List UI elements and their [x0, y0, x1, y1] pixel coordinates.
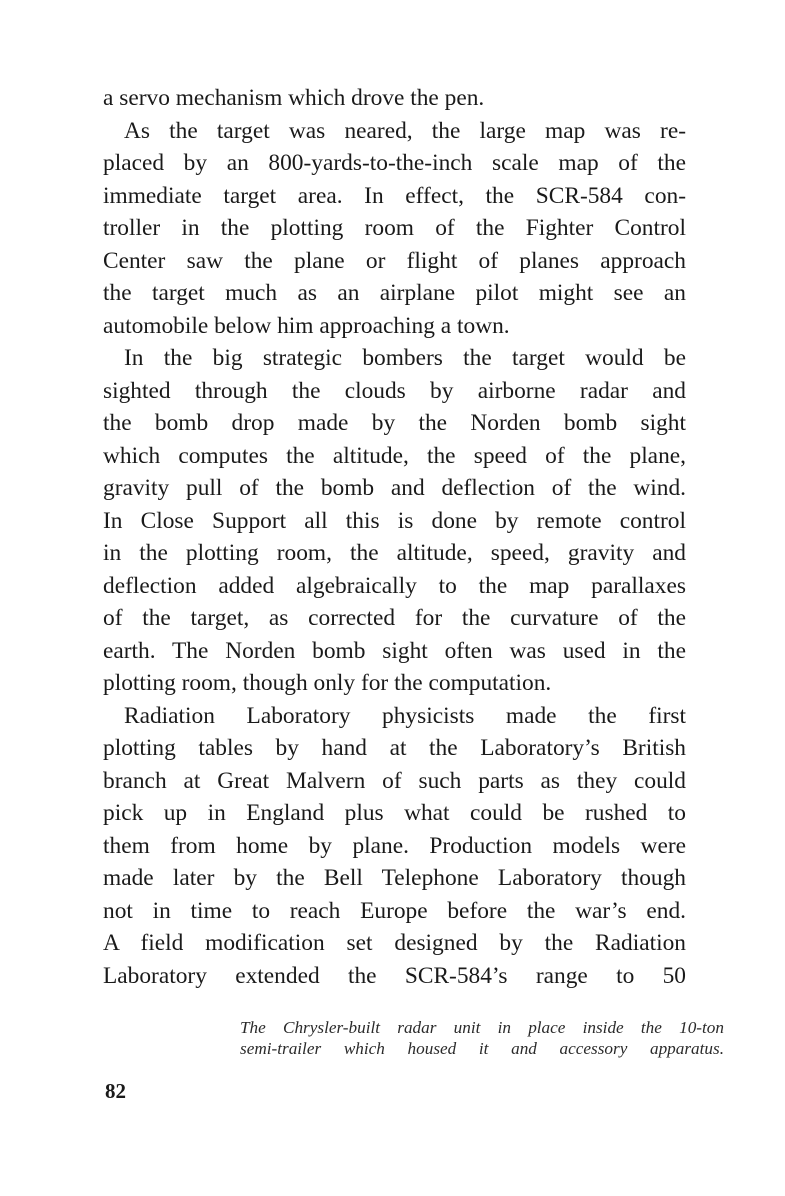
body-text [103, 82, 686, 992]
text-line: made later by the Bell Telephone Laboratory though [103, 865, 686, 891]
text-line: As the target was neared, the large map was re- [124, 117, 686, 144]
text-line: a servo mechanism which drove the pen. [103, 85, 485, 111]
text-line: automobile below him approaching a town. [103, 312, 510, 339]
text-line: deflection added algebraically to the map parallaxes [103, 572, 686, 599]
page-number: 82 [105, 1079, 126, 1103]
text-line: the target much as an airplane pilot might see an [103, 280, 686, 306]
text-line: Center saw the plane or flight of planes approach [103, 247, 686, 274]
text-line: plotting room, though only for the computation. [103, 670, 552, 696]
text-line: not in time to reach Europe before the war’s end. [103, 897, 686, 924]
text-line: In the big strategic bombers the target would be [124, 345, 686, 371]
caption-line: semi-trailer which housed it and accessory apparatus. [240, 1039, 724, 1058]
figure-caption [240, 1017, 724, 1059]
text-line: them from home by plane. Production models were [103, 832, 686, 859]
text-line: earth. The Norden bomb sight often was used in the [103, 637, 686, 664]
text-line: A field modification set designed by the Radiation [103, 930, 686, 956]
text-line: of the target, as corrected for the curvature of the [103, 605, 686, 631]
text-line: In Close Support all this is done by remote control [103, 507, 686, 534]
text-line: Radiation Laboratory physicists made the first [124, 702, 686, 729]
text-line: placed by an 800-yards-to-the-inch scale map of the [103, 150, 686, 176]
text-line: the bomb drop made by the Norden bomb sight [103, 410, 686, 436]
text-line: in the plotting room, the altitude, speed, gravity and [103, 540, 686, 566]
text-line: pick up in England plus what could be rushed to [103, 800, 686, 826]
text-line: which computes the altitude, the speed of the plane, [103, 442, 686, 469]
text-line: immediate target area. In effect, the SCR-584 con- [103, 182, 686, 209]
text-line: troller in the plotting room of the Fighter Control [103, 215, 686, 241]
text-line: sighted through the clouds by airborne radar and [103, 377, 686, 404]
text-line: branch at Great Malvern of such parts as they could [103, 767, 686, 794]
text-line: gravity pull of the bomb and deflection of the wind. [103, 475, 686, 501]
text-line: Laboratory extended the SCR-584’s range to 50 [103, 962, 686, 989]
caption-line: The Chrysler-built radar unit in place inside the 10-ton [240, 1018, 724, 1037]
text-line: plotting tables by hand at the Laboratory’s British [103, 735, 686, 761]
